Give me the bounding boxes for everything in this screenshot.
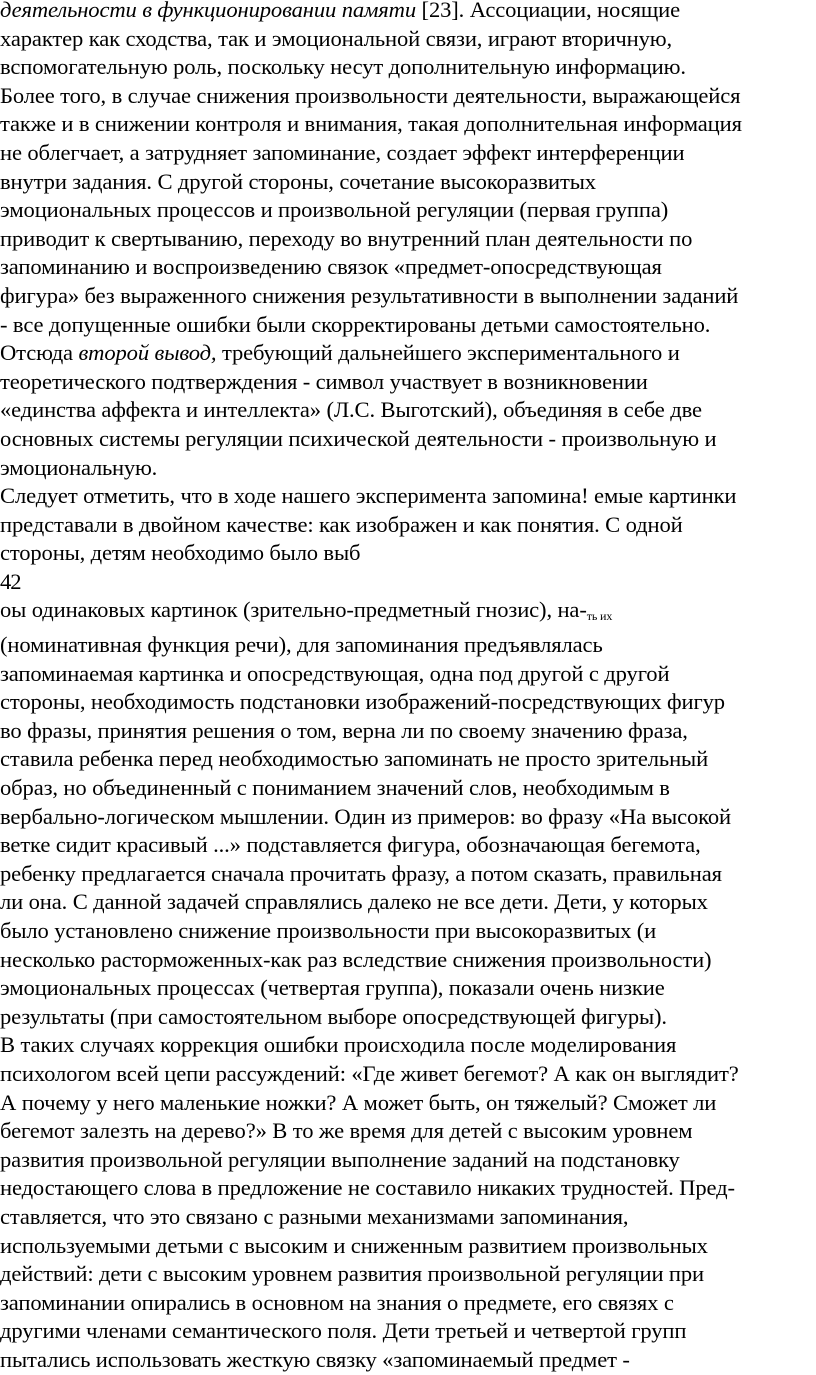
text-line: также и в снижении контроля и внимания, такая дополнительная информация bbox=[0, 111, 742, 137]
text-line: внутри задания. С другой стороны, сочетание высокоразвитых bbox=[0, 168, 596, 194]
italic-phrase: второй вывод, bbox=[78, 340, 217, 366]
text-line: запоминанию и воспроизведению связок «предмет-опосредствующая bbox=[0, 254, 662, 280]
text-line: характер как сходства, так и эмоциональной связи, играют вторичную, bbox=[0, 25, 673, 51]
text-line bbox=[0, 339, 816, 368]
text-line: (номинативная функция речи), для запоминания предъявлялась bbox=[0, 632, 603, 658]
text-line: основных системы регуляции психической деятельности - произвольную и bbox=[0, 425, 717, 451]
text-line: ребенку предлагается сначала прочитать фразу, а потом сказать, правильная bbox=[0, 860, 722, 886]
text-line: вспомогательную роль, поскольку несут дополнительную информацию. bbox=[0, 54, 686, 80]
text-line: психологом всей цепи рассуждений: «Где живет бегемот? А как он выглядит? bbox=[0, 1060, 739, 1086]
italic-phrase: деятельности в функционировании памяти bbox=[0, 0, 417, 22]
text-line: ветке сидит красивый ...» подставляется фигура, обозначающая бегемота, bbox=[0, 832, 701, 858]
text-line: стороны, детям необходимо было выб bbox=[0, 540, 361, 566]
text-line: ставляется, что это связано с разными механизмами запоминания, bbox=[0, 1203, 629, 1229]
text-line bbox=[0, 0, 816, 25]
text-line: несколько расторможенных-как раз вследствие снижения произвольности) bbox=[0, 946, 712, 972]
page-number: 42 bbox=[0, 568, 21, 594]
text-fragment: оы одинаковых картинок (зрительно-предметный гнозис), на- bbox=[0, 597, 587, 623]
text-line: «единства аффекта и интеллекта» (Л.С. Выготский), объединяя в себе две bbox=[0, 397, 702, 423]
text-line: образ, но объединенный с пониманием значений слов, необходимым в bbox=[0, 775, 670, 801]
text-line: запоминаемая картинка и опосредствующая, одна под другой с другой bbox=[0, 660, 670, 686]
text-line: результаты (при самостоятельном выборе опосредствующей фигуры). bbox=[0, 1003, 667, 1029]
text-line: бегемот залезть на дерево?» В то же время для детей с высоким уровнем bbox=[0, 1118, 693, 1144]
text-line: недостающего слова в предложение не составило никаких трудностей. Пред- bbox=[0, 1175, 735, 1201]
text-line: представали в двойном качестве: как изображен и как понятия. С одной bbox=[0, 511, 683, 537]
text-line: эмоциональную. bbox=[0, 454, 157, 480]
text-line: запоминании опирались в основном на знания о предмете, его связях с bbox=[0, 1289, 674, 1315]
text-line: действий: дети с высоким уровнем развития произвольной регуляции при bbox=[0, 1261, 705, 1287]
text-line: используемыми детьми с высоким и сниженным развитием произвольных bbox=[0, 1232, 708, 1258]
text-line: Следует отметить, что в ходе нашего эксперимента запомина! емые картинки bbox=[0, 483, 737, 509]
text-line: ставила ребенка перед необходимостью запоминать не просто зрительный bbox=[0, 746, 709, 772]
text-line: теоретического подтверждения - символ участвует в возникновении bbox=[0, 368, 648, 394]
text-line: пытались использовать жесткую связку «запоминаемый предмет - bbox=[0, 1346, 630, 1372]
small-fragment: ть их bbox=[586, 609, 613, 624]
text-line: другими членами семантического поля. Дети третьей и четвертой групп bbox=[0, 1318, 687, 1344]
text-line: ли она. С данной задачей справлялись далеко не все дети. Дети, у которых bbox=[0, 889, 708, 915]
text-line: - все допущенные ошибки были скорректированы детьми самостоятельно. bbox=[0, 311, 711, 337]
text-line: В таких случаях коррекция ошибки происходила после моделирования bbox=[0, 1032, 677, 1058]
text-line: приводит к свертыванию, переходу во внутренний план деятельности по bbox=[0, 225, 693, 251]
text-fragment: [23]. Ассоциации, носящие bbox=[416, 0, 680, 22]
text-fragment: Отсюда bbox=[0, 340, 79, 366]
text-fragment: требующий дальнейшего экспериментального и bbox=[216, 340, 680, 366]
text-line: стороны, необходимость подстановки изображений-посредствующих фигур bbox=[0, 689, 725, 715]
text-line: развития произвольной регуляции выполнение заданий на подстановку bbox=[0, 1146, 680, 1172]
text-line: не облегчает, а затрудняет запоминание, создает эффект интерференции bbox=[0, 139, 685, 165]
text-line: Более того, в случае снижения произвольности деятельности, выражающейся bbox=[0, 82, 741, 108]
text-line bbox=[0, 596, 816, 631]
text-line: во фразы, принятия решения о том, верна ли по своему значению фраза, bbox=[0, 717, 688, 743]
text-line: фигура» без выраженного снижения результативности в выполнении заданий bbox=[0, 282, 739, 308]
text-line: эмоциональных процессов и произвольной регуляции (первая группа) bbox=[0, 197, 669, 223]
text-line: вербально-логическом мышлении. Один из примеров: во фразу «На высокой bbox=[0, 803, 731, 829]
text-line: А почему у него маленькие ножки? А может быть, он тяжелый? Сможет ли bbox=[0, 1089, 717, 1115]
text-line: эмоциональных процессах (четвертая группа), показали очень низкие bbox=[0, 975, 665, 1001]
text-line: было установлено снижение произвольности при высокоразвитых (и bbox=[0, 918, 657, 943]
